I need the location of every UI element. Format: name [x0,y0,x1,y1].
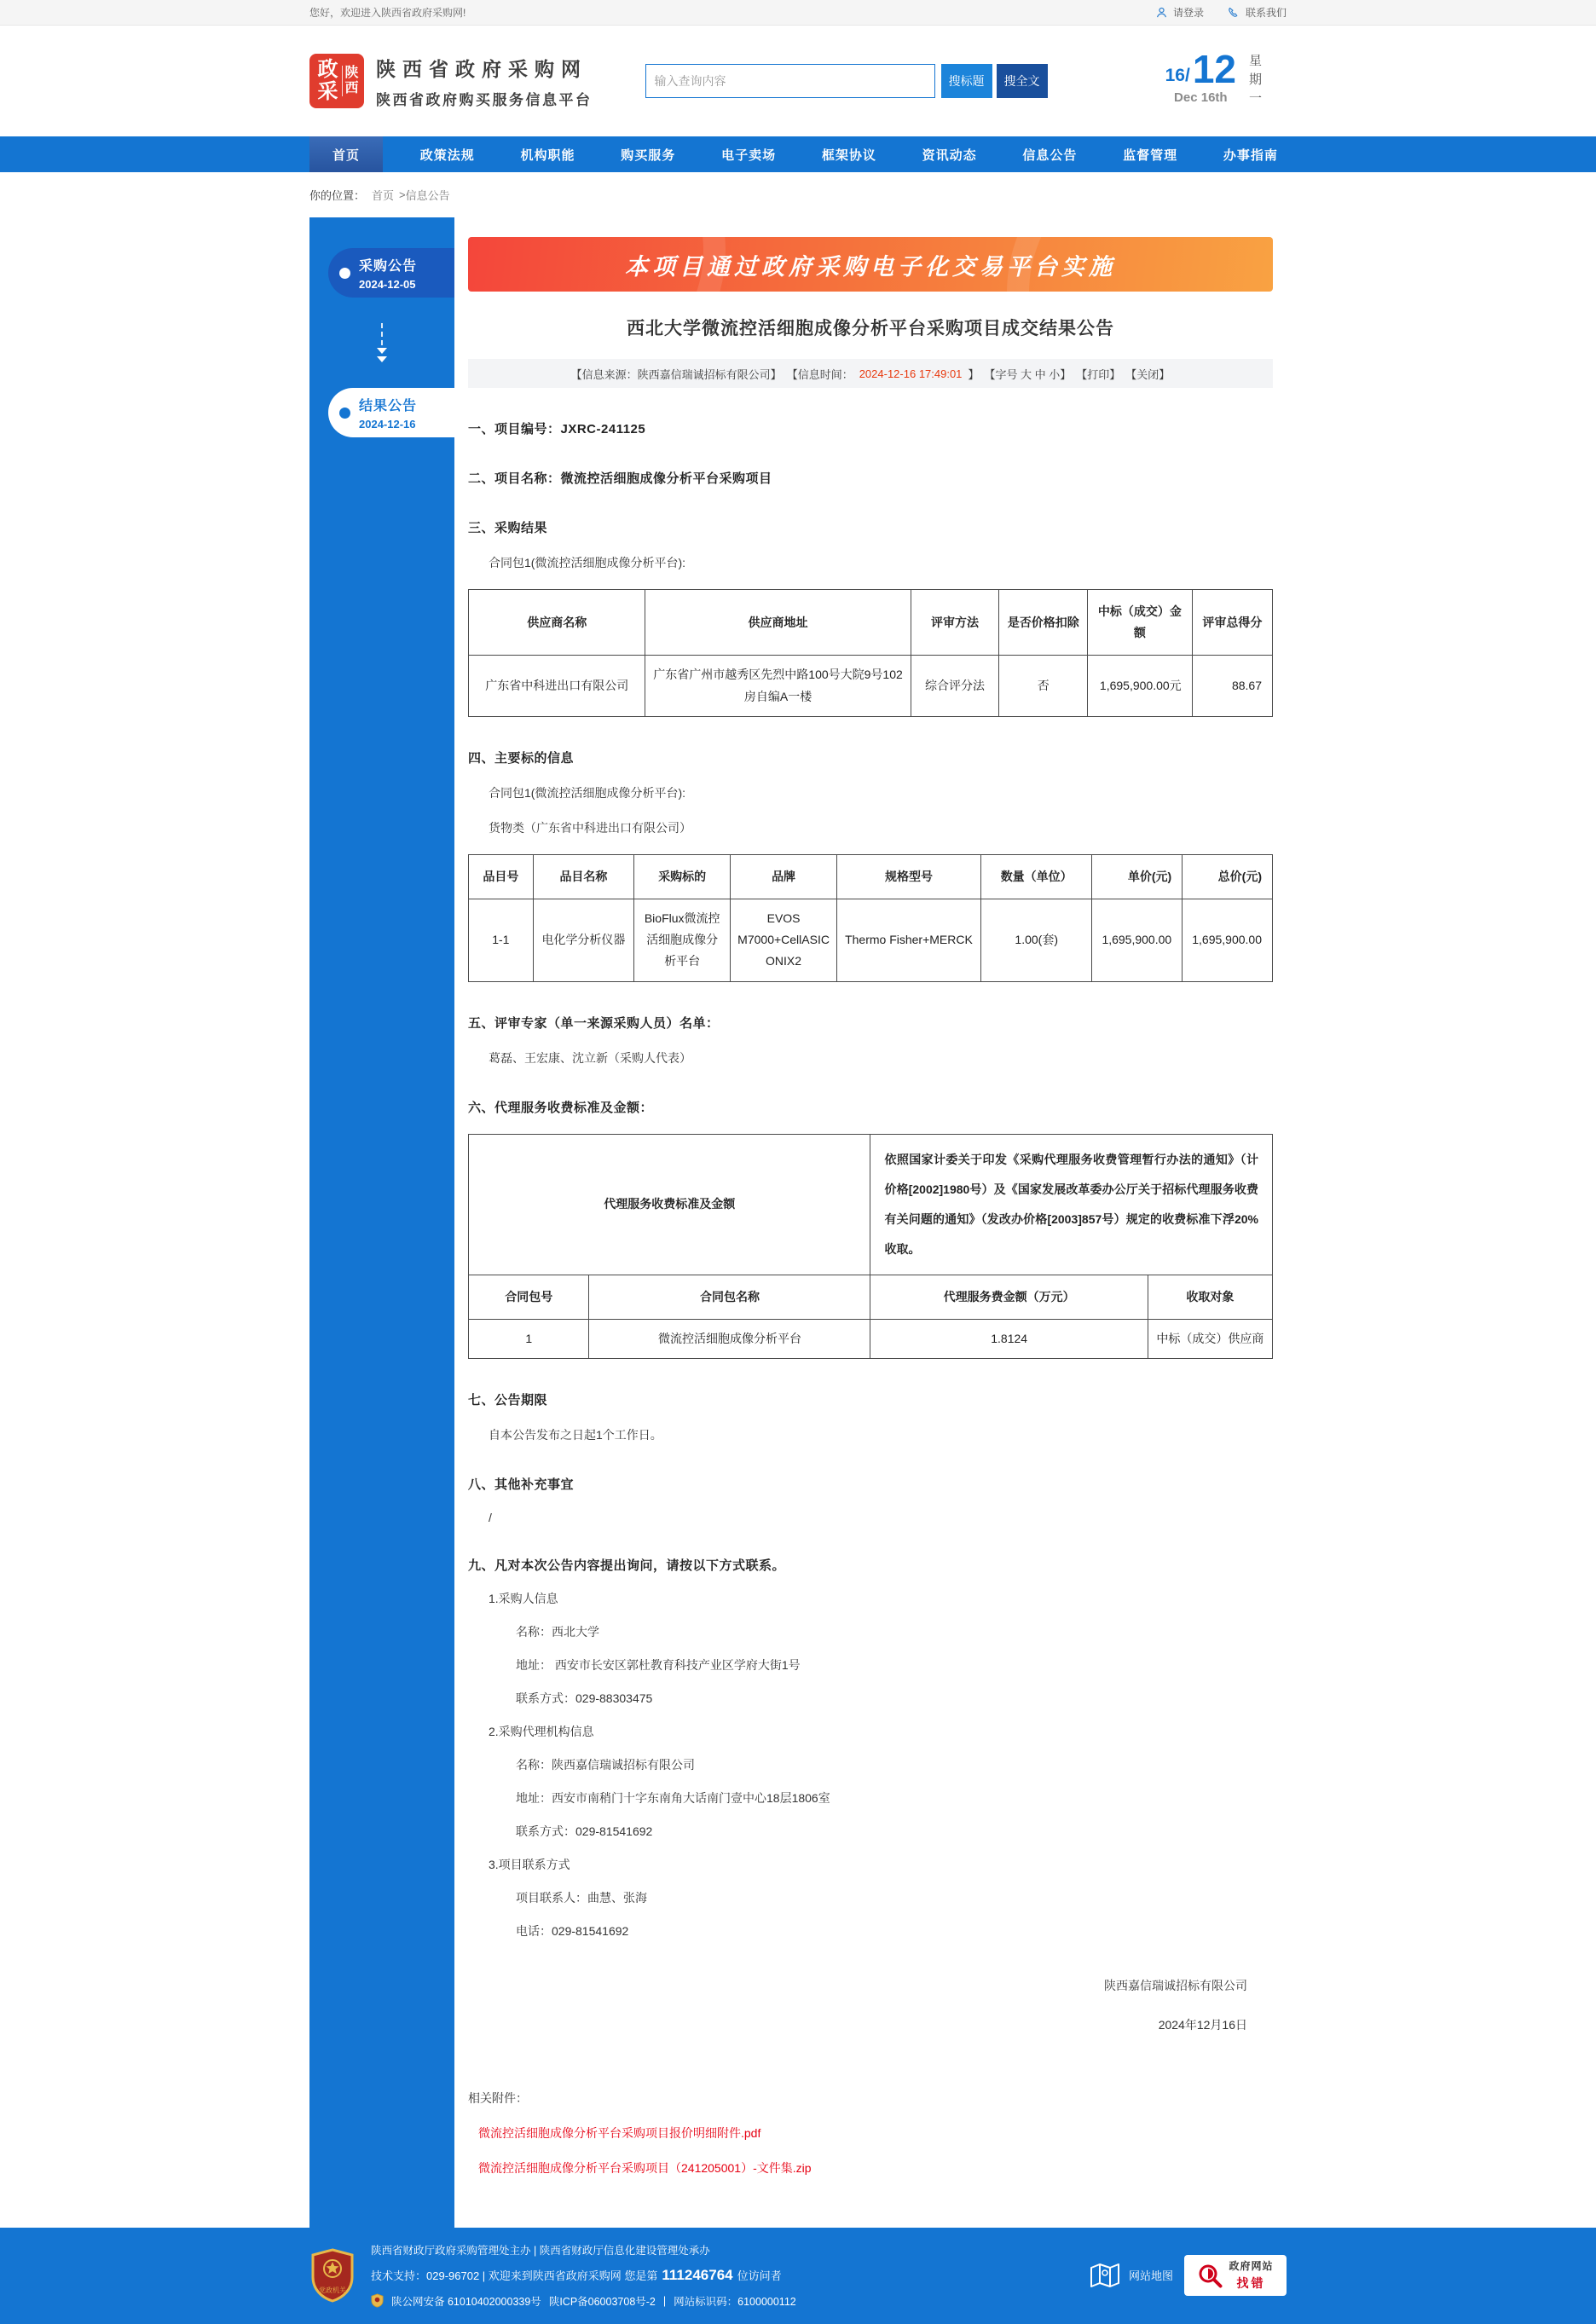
login-button[interactable]: 请登录 [1155,5,1204,20]
nav-item-framework[interactable]: 框架协议 [821,147,876,163]
table-cell: 代理服务收费标准及金额 [469,1134,870,1275]
table-header-row [469,1275,1273,1319]
section-other-matters: 八、其他补充事宜 [468,1477,575,1492]
table-cell: 综合评分法 [911,656,999,716]
table-cell: 广东省中科进出口有限公司 [469,656,645,716]
contact-line: 3.项目联系方式 [489,1857,570,1871]
footer-support-line: 技术支持：029-96702 | 欢迎来到陕西省政府采购网 您是第 111246764 位访问者 [371,2266,782,2283]
section-agency-fee: 六、代理服务收费标准及金额： [468,1100,654,1115]
bid-items-table [468,854,1273,982]
section-announcement-period: 七、公告期限 [468,1392,548,1408]
table-header: 品目名称 [533,854,634,899]
site-logo: 政采 陕西 [309,54,364,108]
icp-number[interactable]: 陕ICP备06003708号-2 [548,2295,656,2308]
table-cell: 中标（成交）供应商 [1148,1319,1272,1358]
footer-organizer-line: 陕西省财政厅政府采购管理处主办 | 陕西省财政厅信息化建设管理处承办 [371,2244,710,2257]
map-icon [1090,2263,1120,2288]
phone-icon [1228,6,1240,19]
table-cell: 1.00(套) [980,899,1091,981]
contact-line: 地址：西安市南稍门十字东南角大话南门壹中心18层1806室 [516,1790,830,1805]
error-report-badge[interactable]: 政府网站 找错 [1184,2255,1287,2296]
bullet-dot-icon [339,268,350,279]
topbar [0,0,1596,26]
contract-package-note: 合同包1(微流控活细胞成像分析平台): [489,556,685,569]
table-header: 中标（成交）金额 [1088,590,1193,656]
section-contact: 九、凡对本次公告内容提出询问，请按以下方式联系。 [468,1558,786,1573]
magnifier-logo-icon [1197,2263,1223,2288]
table-header: 品目号 [469,854,534,899]
meta-time-prefix: 【信息时间： [786,367,853,381]
signature-company: 陕西嘉信瑞诚招标有限公司 [1104,1978,1247,1992]
search-input[interactable] [645,64,935,98]
main-area [309,217,1287,2228]
section-main-bid-info: 四、主要标的信息 [468,750,575,766]
goods-category-note: 货物类（广东省中科进出口有限公司） [489,820,691,835]
table-header: 评审方法 [911,590,999,656]
date-weekday: 星期一 [1247,54,1262,110]
platform-banner: 本项目通过政府采购电子化交易平台实施 [468,237,1273,292]
experts-list: 葛磊、王宏康、沈立新（采购人代表） [489,1050,691,1065]
table-cell: EVOS M7000+CellASIC ONIX2 [731,899,837,981]
attachment-link-zip[interactable]: 微流控活细胞成像分析平台采购项目（241205001）-文件集.zip [478,2160,812,2175]
table-header: 采购标的 [634,854,731,899]
search-fulltext-button[interactable]: 搜全文 [997,64,1048,98]
table-row [469,656,1273,716]
breadcrumb-prefix: 你的位置： [309,189,366,202]
close-button[interactable]: 【关闭】 [1125,367,1171,381]
other-matters-text: / [489,1510,492,1524]
section-experts: 五、评审专家（单一来源采购人员）名单： [468,1015,720,1031]
table-header: 单价(元) [1092,854,1183,899]
table-header: 合同包号 [469,1275,589,1319]
arrow-down-icon [309,323,454,362]
sidebar-item-procurement-notice[interactable]: 采购公告 2024-12-05 [328,248,454,298]
contact-line: 名称：西北大学 [516,1624,599,1639]
visitor-count: 111246764 [662,2266,733,2283]
nav-item-organization[interactable]: 机构职能 [520,147,575,163]
table-cell: 微流控活细胞成像分析平台 [589,1319,870,1358]
table-cell: 1,695,900.00 [1092,899,1183,981]
date-month: 12 [1192,47,1236,91]
table-cell: 1.8124 [870,1319,1148,1358]
table-row [469,1134,1273,1275]
site-subtitle: 陕西省政府购买服务信息平台 [376,91,593,108]
welcome-text: 您好，欢迎进入陕西省政府采购网! [309,7,466,19]
date-widget: 16 / 12 Dec 16th 星期一 [1165,47,1262,110]
main-nav [0,136,1596,172]
svg-text:党政机关: 党政机关 [319,2286,346,2294]
table-header: 供应商地址 [645,590,911,656]
police-badge-icon [371,2293,384,2308]
breadcrumb [309,172,1287,217]
article-meta-bar [468,359,1273,388]
contact-line: 地址： 西安市长安区郭杜教育科技产业区学府大街1号 [516,1657,801,1672]
table-cell: Thermo Fisher+MERCK [836,899,980,981]
article-title: 西北大学微流控活细胞成像分析平台采购项目成交结果公告 [627,319,1114,338]
nav-item-home[interactable]: 首页 [309,136,383,172]
meta-time: 2024-12-16 17:49:01 [859,367,963,380]
contact-line: 联系方式：029-81541692 [516,1824,653,1838]
attachments [468,2090,1273,2177]
table-header-row [469,590,1273,656]
contact-line: 联系方式：029-88303475 [516,1691,653,1705]
attachments-label: 相关附件： [468,2090,528,2105]
table-cell: 1 [469,1319,589,1358]
breadcrumb-separator: > [399,188,406,201]
signature-date: 2024年12月16日 [1158,2017,1247,2032]
table-cell: 电化学分析仪器 [533,899,634,981]
font-size-control[interactable]: 【字号 大 中 小】 [984,367,1072,381]
sitemap-link[interactable]: 网站地图 [1090,2263,1173,2288]
table-cell: BioFlux微流控活细胞成像分析平台 [634,899,731,981]
nav-item-announcements[interactable]: 信息公告 [1022,147,1078,163]
table-cell: 否 [999,656,1088,716]
print-button[interactable]: 【打印】 [1076,367,1121,381]
table-header: 规格型号 [836,854,980,899]
table-header: 评审总得分 [1192,590,1272,656]
table-cell: 1,695,900.00元 [1088,656,1193,716]
site-code: 网站标识码：6100000112 [674,2295,796,2308]
agency-fee-table [468,1134,1273,1359]
article-content [454,217,1287,2228]
beian-number[interactable]: 陕公网安备 61010402000339号 [391,2295,541,2308]
contract-package-note: 合同包1(微流控活细胞成像分析平台): [489,785,685,800]
announcement-period-text: 自本公告发布之日起1个工作日。 [489,1427,662,1442]
contact-line: 1.采购人信息 [489,1591,558,1605]
footer [0,2228,1596,2324]
site-header [0,26,1596,136]
table-cell: 广东省广州市越秀区先烈中路100号大院9号102房自编A一楼 [645,656,911,716]
contact-line: 2.采购代理机构信息 [489,1724,594,1738]
table-cell: 1,695,900.00 [1183,899,1273,981]
nav-item-supervision[interactable]: 监督管理 [1123,147,1178,163]
party-government-emblem-icon [309,2248,356,2303]
table-header: 总价(元) [1183,854,1273,899]
user-icon [1155,6,1168,19]
table-cell: 依照国家计委关于印发《采购代理服务收费管理暂行办法的通知》（计价格[2002]1980号）及《国家发展改革委办公厅关于招标代理服务收费有关问题的通知》（发改办价格[2003]857号）规定的收费标准下浮20%收取。 [870,1134,1273,1275]
breadcrumb-home-link[interactable]: 首页 [372,189,395,202]
table-header: 收取对象 [1148,1275,1272,1319]
table-header: 品牌 [731,854,837,899]
date-english: Dec 16th [1174,90,1228,106]
sidebar [309,217,454,2228]
table-header: 合同包名称 [589,1275,870,1319]
table-header: 代理服务费金额（万元） [870,1275,1148,1319]
table-row [469,899,1273,981]
breadcrumb-current: 信息公告 [405,189,450,202]
section-project-number: 一、项目编号：JXRC-241125 [468,422,646,436]
meta-source: 【信息来源：陕西嘉信瑞诚招标有限公司】 [570,367,782,381]
table-cell: 1-1 [469,899,534,981]
nav-item-emall[interactable]: 电子卖场 [721,147,777,163]
table-header: 数量（单位） [980,854,1091,899]
table-cell: 88.67 [1192,656,1272,716]
table-header-row [469,854,1273,899]
table-header: 供应商名称 [469,590,645,656]
contact-line: 电话：029-81541692 [516,1923,629,1938]
meta-time-suffix: 】 [968,367,980,381]
table-header: 是否价格扣除 [999,590,1088,656]
nav-item-guide[interactable]: 办事指南 [1223,147,1278,163]
footer-registration-line: 陕公网安备 61010402000339号 陕ICP备06003708号-2 | 网站标识码：6100000112 [371,2293,796,2309]
bullet-dot-icon [339,408,350,419]
search-title-button[interactable]: 搜标题 [941,64,992,98]
contact-line: 项目联系人：曲慧、张海 [516,1890,647,1905]
section-project-name: 二、项目名称：微流控活细胞成像分析平台采购项目 [468,471,772,486]
search-bar [645,64,1048,98]
table-row [469,1319,1273,1358]
supplier-result-table [468,589,1273,717]
contact-us-button[interactable]: 联系我们 [1228,5,1287,20]
date-day: 16 [1165,66,1185,86]
attachment-link-pdf[interactable]: 微流控活细胞成像分析平台采购项目报价明细附件.pdf [478,2125,761,2140]
contact-line: 名称：陕西嘉信瑞诚招标有限公司 [516,1757,695,1772]
nav-item-news[interactable]: 资讯动态 [922,147,977,163]
sidebar-item-result-notice[interactable]: 结果公告 2024-12-16 [328,388,454,437]
section-procurement-result: 三、采购结果 [468,521,548,535]
site-title: 陕西省政府采购网 [376,57,587,80]
nav-item-purchase-service[interactable]: 购买服务 [621,147,676,163]
signature-block [468,1977,1273,2033]
nav-item-policy[interactable]: 政策法规 [419,147,475,163]
